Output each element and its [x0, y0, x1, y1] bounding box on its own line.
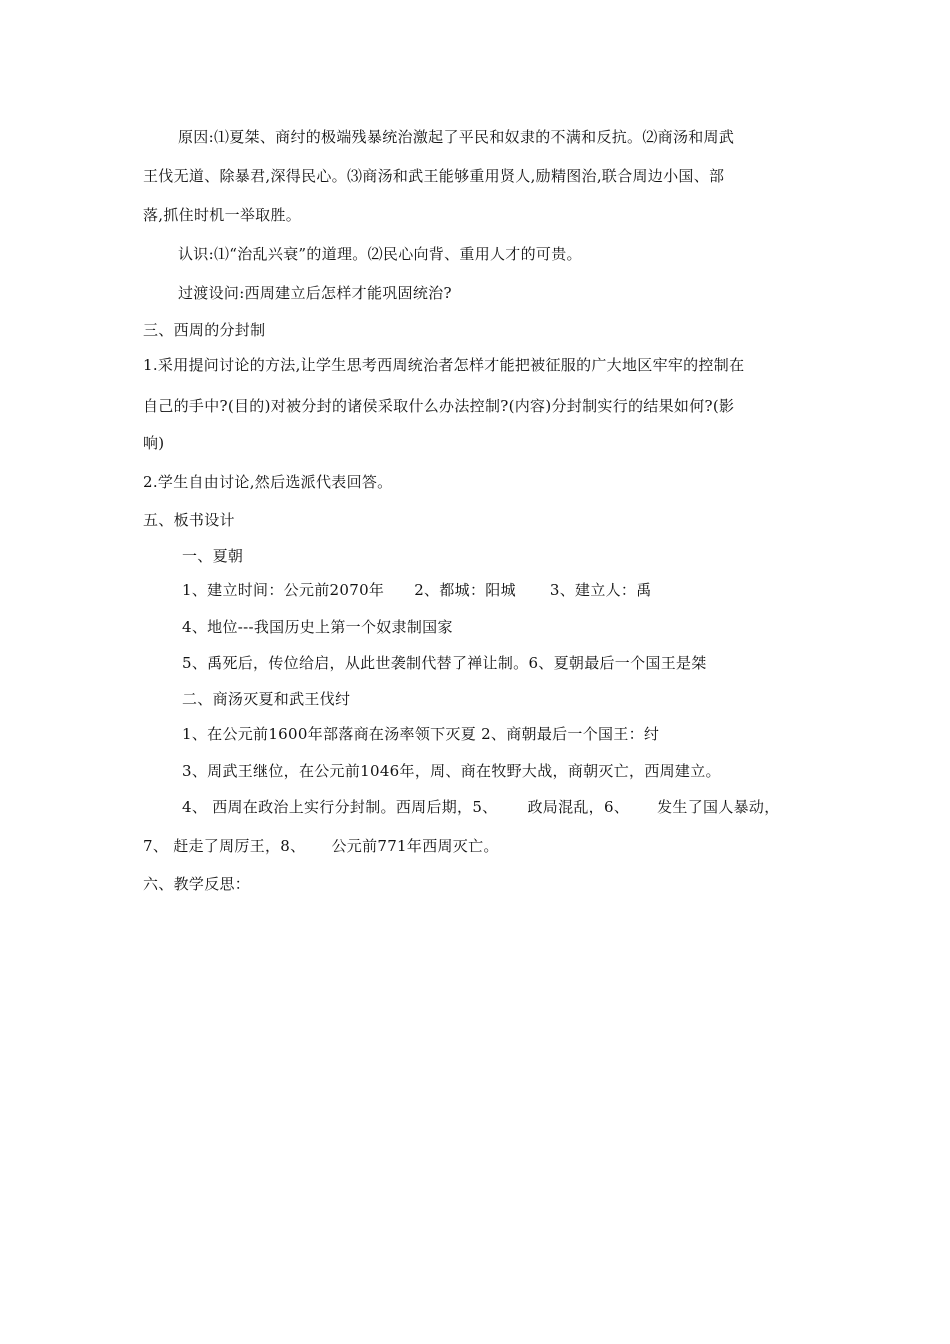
section-3-heading: 三、西周的分封制 [143, 321, 266, 339]
board-xia-capital: 2、都城：阳城 [414, 581, 516, 599]
board-shang-item-7-part-b: 公元前771年西周灭亡。 [331, 837, 499, 855]
board-xia-item-1 [182, 580, 652, 600]
reason-line-1: 原因:⑴夏桀、商纣的极端残暴统治激起了平民和奴隶的不满和反抗。⑵商汤和周武 [178, 128, 735, 146]
board-shang-item-4-part-c: 发生了国人暴动， [657, 798, 780, 816]
reason-line-3: 落,抓住时机一举取胜。 [143, 206, 302, 224]
board-xia-item-4: 4、地位---我国历史上第一个奴隶制国家 [182, 618, 453, 636]
board-xia-item-5: 5、禹死后，传位给启，从此世袭制代替了禅让制。6、夏朝最后一个国王是桀 [182, 654, 707, 672]
item-1-line-1: 1.采用提问讨论的方法,让学生思考西周统治者怎样才能把被征服的广大地区牢牢的控制在 [143, 356, 745, 374]
board-shang-item-4-part-b: 政局混乱，6、 [527, 798, 630, 816]
board-shang-item-7-part-a: 7、 赶走了周厉王，8、 [143, 837, 306, 855]
board-shang-item-1: 1、在公元前1600年部落商在汤率领下灭夏 2、商朝最后一个国王：纣 [182, 725, 660, 743]
board-shang-item-3: 3、周武王继位，在公元前1046年，周、商在牧野大战，商朝灭亡，西周建立。 [182, 762, 721, 780]
reason-line-2: 王伐无道、除暴君,深得民心。⑶商汤和武王能够重用贤人,励精图治,联合周边小国、部 [143, 167, 725, 185]
insight-paragraph: 认识:⑴“治乱兴衰”的道理。⑵民心向背、重用人才的可贵。 [178, 245, 582, 263]
board-xia-founding-time: 1、建立时间：公元前2070年 [182, 581, 385, 599]
board-xia-heading: 一、夏朝 [182, 547, 244, 565]
board-xia-founder: 3、建立人：禹 [549, 581, 652, 599]
section-6-heading: 六、教学反思： [143, 875, 251, 893]
item-1-line-3: 响) [143, 434, 165, 452]
board-shang-item-7 [143, 836, 499, 856]
board-shang-item-4 [182, 797, 780, 817]
item-2: 2.学生自由讨论,然后选派代表回答。 [143, 473, 393, 491]
item-1-line-2: 自己的手中?(目的)对被分封的诸侯采取什么办法控制?(内容)分封制实行的结果如何?(影 [143, 397, 735, 415]
board-shang-heading: 二、商汤灭夏和武王伐纣 [182, 690, 351, 708]
section-5-heading: 五、板书设计 [143, 511, 235, 529]
transition-question: 过渡设问:西周建立后怎样才能巩固统治? [178, 284, 452, 302]
board-shang-item-4-part-a: 4、 西周在政治上实行分封制。西周后期，5、 [182, 798, 498, 816]
